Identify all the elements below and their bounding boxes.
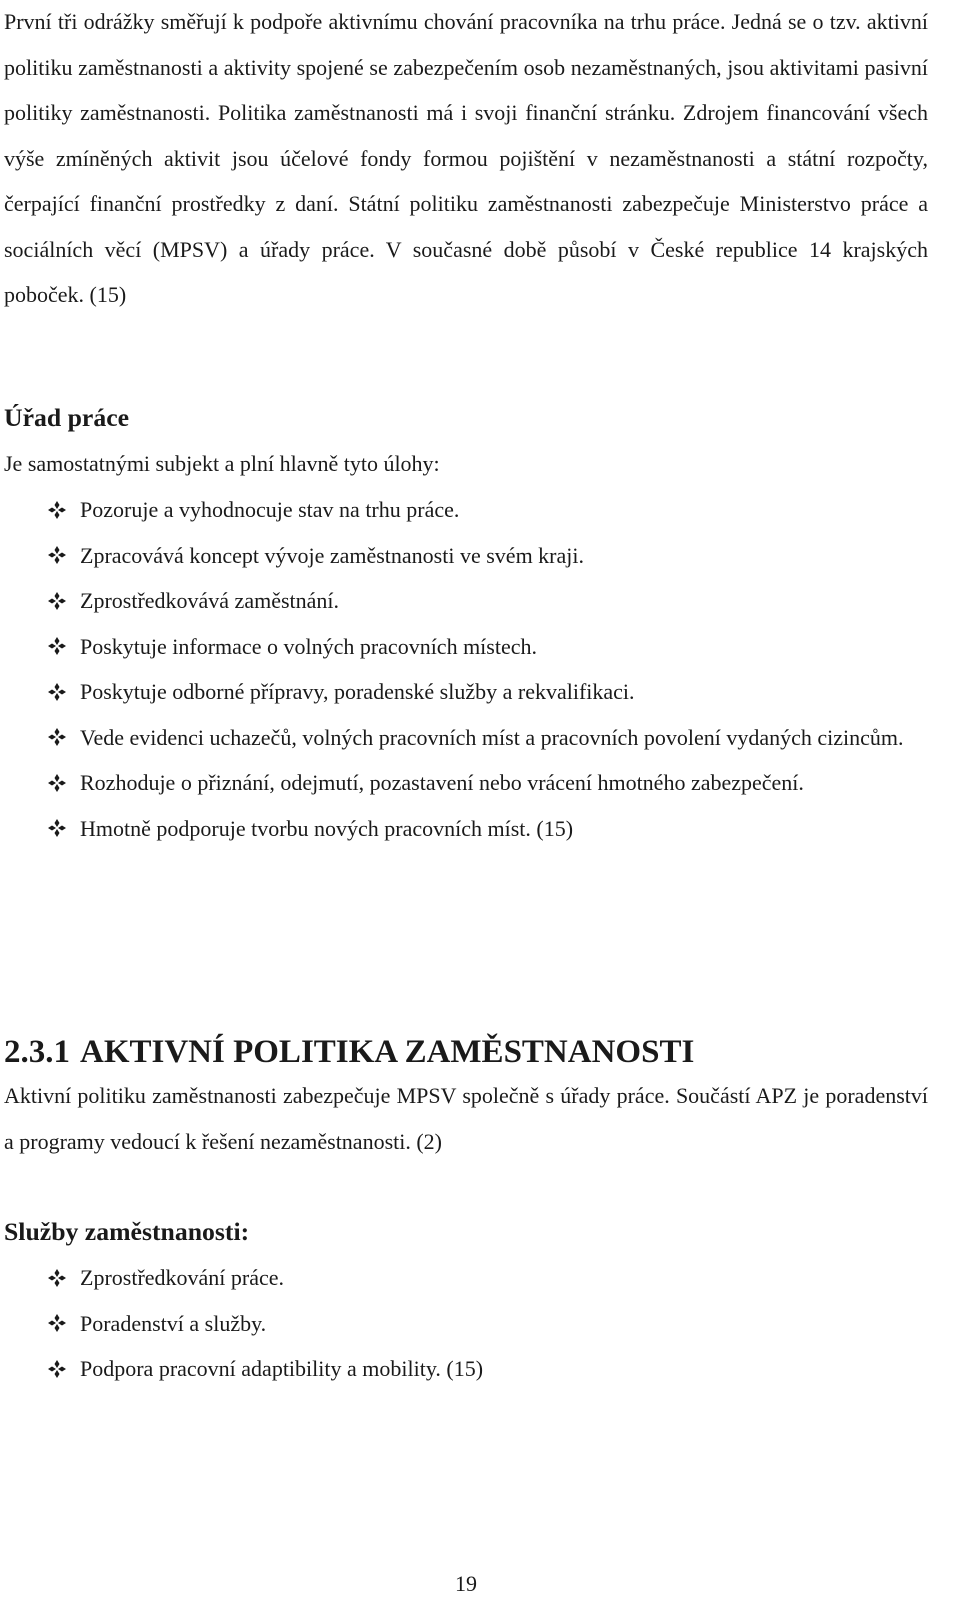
list-item: Poskytuje informace o volných pracovních místech. xyxy=(4,624,928,670)
list-item: Podpora pracovní adaptibility a mobility. (15) xyxy=(4,1346,928,1392)
section-title: AKTIVNÍ POLITIKA ZAMĚSTNANOSTI xyxy=(80,1034,695,1070)
diamond-bullet-icon xyxy=(46,533,68,578)
list-item: Vede evidenci uchazečů, volných pracovních míst a pracovních povolení vydaných cizincům. xyxy=(4,715,928,761)
document-page xyxy=(4,0,928,1617)
diamond-bullet-icon xyxy=(46,578,68,623)
diamond-bullet-icon xyxy=(46,715,68,760)
diamond-bullet-icon xyxy=(46,1255,68,1300)
diamond-bullet-icon xyxy=(46,806,68,851)
urad-tasks-list xyxy=(4,487,928,851)
list-item: Zprostředkování práce. xyxy=(4,1255,928,1301)
section-number: 2.3.1 xyxy=(4,1034,70,1070)
list-item: Rozhoduje o přiznání, odejmutí, pozastavení nebo vrácení hmotného zabezpečení. xyxy=(4,760,928,806)
apz-paragraph: Aktivní politiku zaměstnanosti zabezpečuje MPSV společně s úřady práce. Součástí APZ je poradenství a programy vedoucí k řešení nezaměstnanosti. (2) xyxy=(4,1083,928,1154)
page-number: 19 xyxy=(455,1571,477,1596)
diamond-bullet-icon xyxy=(46,1301,68,1346)
diamond-bullet-icon xyxy=(46,1346,68,1391)
section-heading xyxy=(4,1034,695,1070)
intro-paragraph: První tři odrážky směřují k podpoře aktivnímu chování pracovníka na trhu práce. Jedná se o tzv. aktivní politiku zaměstnanosti a aktivity spojené se zabezpečením osob nezaměstnaných, jsou aktivitami pasivní politiky zaměstnanosti. Politika zaměstnanosti má i svoji finanční stránku. Zdrojem financování všech výše zmíněných aktivit jsou účelové fondy formou pojištění v nezaměstnanosti a státní rozpočty, čerpající finanční prostředky z daní. Státní politiku zaměstnanosti zabezpečuje Ministerstvo práce a sociálních věcí (MPSV) a úřady práce. V současné době působí v České republice 14 krajských poboček. (15) xyxy=(4,9,928,307)
list-item: Hmotně podporuje tvorbu nových pracovních míst. (15) xyxy=(4,806,928,852)
urad-prace-heading: Úřad práce xyxy=(4,403,130,432)
list-item: Poskytuje odborné přípravy, poradenské služby a rekvalifikaci. xyxy=(4,669,928,715)
diamond-bullet-icon xyxy=(46,760,68,805)
diamond-bullet-icon xyxy=(46,624,68,669)
list-item: Pozoruje a vyhodnocuje stav na trhu práce. xyxy=(4,487,928,533)
diamond-bullet-icon xyxy=(46,487,68,532)
urad-prace-lead: Je samostatnými subjekt a plní hlavně tyto úlohy: xyxy=(4,451,440,476)
list-item: Zpracovává koncept vývoje zaměstnanosti ve svém kraji. xyxy=(4,533,928,579)
list-item: Zprostředkovává zaměstnání. xyxy=(4,578,928,624)
list-item: Poradenství a služby. xyxy=(4,1301,928,1347)
diamond-bullet-icon xyxy=(46,669,68,714)
services-heading: Služby zaměstnanosti: xyxy=(4,1217,250,1246)
services-list xyxy=(4,1255,928,1392)
